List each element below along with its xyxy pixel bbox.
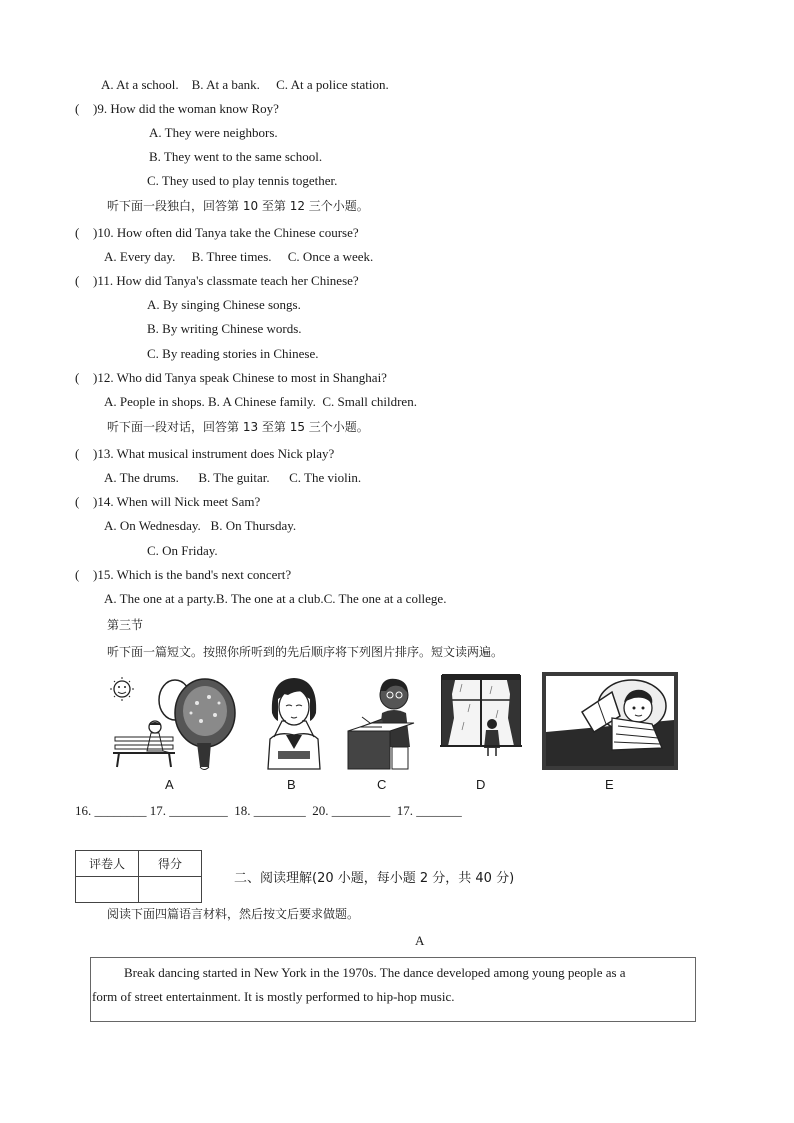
section-3-instruction: 听下面一篇短文。按照你所听到的先后顺序将下列图片排序。短文读两遍。 [107, 645, 504, 659]
reviewer-header: 评卷人 [76, 851, 139, 877]
q10-paren: ( [75, 225, 80, 240]
picture-label-e: E [605, 777, 614, 792]
reviewer-cell[interactable] [76, 877, 139, 903]
q12-options: A. People in shops. B. A Chinese family. C. Small children. [104, 394, 417, 409]
q11-option-b: B. By writing Chinese words. [147, 321, 302, 336]
q11-question: )11. How did Tanya's classmate teach her Chinese? [93, 273, 359, 288]
q9-option-b: B. They went to the same school. [149, 149, 323, 164]
dialogue-instruction: 听下面一段对话，回答第 13 至第 15 三个小题。 [107, 420, 369, 434]
passage-a-line-1: Break dancing started in New York in the 1970s. The dance developed among young people as a [124, 965, 626, 980]
q15-paren: ( [75, 567, 80, 582]
score-header: 得分 [139, 851, 202, 877]
score-table [75, 850, 202, 903]
q13-question: )13. What musical instrument does Nick play? [93, 446, 335, 461]
q14-options-ab: A. On Wednesday. B. On Thursday. [104, 518, 297, 533]
picture-e-boy-reading [542, 672, 678, 770]
q12-question: )12. Who did Tanya speak Chinese to most in Shanghai? [93, 370, 387, 385]
score-cell[interactable] [139, 877, 202, 903]
picture-label-d: D [476, 777, 486, 792]
q9-paren: ( [75, 101, 80, 116]
q14-question: )14. When will Nick meet Sam? [93, 494, 261, 509]
passage-a-line-2: form of street entertainment. It is mostly performed to hip-hop music. [92, 989, 455, 1004]
picture-c-boy-writing [342, 673, 418, 773]
q10-question: )10. How often did Tanya take the Chinese course? [93, 225, 359, 240]
q9-option-c: C. They used to play tennis together. [147, 173, 338, 188]
q9-option-a: A. They were neighbors. [149, 125, 278, 140]
q8-options: A. At a school. B. At a bank. C. At a police station. [101, 77, 389, 92]
picture-label-b: B [287, 777, 296, 792]
part-2-title: 二、阅读理解(20 小题，每小题 2 分，共 40 分) [234, 871, 515, 886]
picture-label-c: C [377, 777, 387, 792]
q11-paren: ( [75, 273, 80, 288]
q11-option-a: A. By singing Chinese songs. [147, 297, 301, 312]
picture-a-park-bench [105, 675, 240, 775]
monologue-instruction: 听下面一段独白，回答第 10 至第 12 三个小题。 [107, 199, 369, 213]
picture-b-girl-thinking [258, 675, 330, 771]
q13-paren: ( [75, 446, 80, 461]
q14-paren: ( [75, 494, 80, 509]
q13-options: A. The drums. B. The guitar. C. The violin. [104, 470, 362, 485]
q9-question: )9. How did the woman know Roy? [93, 101, 279, 116]
answer-blanks: 16. ________ 17. _________ 18. ________ 20. _________ 17. _______ [75, 803, 462, 818]
section-3-heading: 第三节 [107, 618, 144, 632]
q15-question: )15. Which is the band's next concert? [93, 567, 292, 582]
part-2-instruction: 阅读下面四篇语言材料，然后按文后要求做题。 [107, 907, 360, 921]
q12-paren: ( [75, 370, 80, 385]
q15-options: A. The one at a party.B. The one at a club.C. The one at a college. [104, 591, 447, 606]
q14-option-c: C. On Friday. [147, 543, 218, 558]
picture-label-a: A [165, 777, 174, 792]
passage-a-heading: A [415, 933, 425, 948]
q10-options: A. Every day. B. Three times. C. Once a week. [104, 249, 374, 264]
q11-option-c: C. By reading stories in Chinese. [147, 346, 319, 361]
picture-d-window-rain [440, 674, 522, 774]
